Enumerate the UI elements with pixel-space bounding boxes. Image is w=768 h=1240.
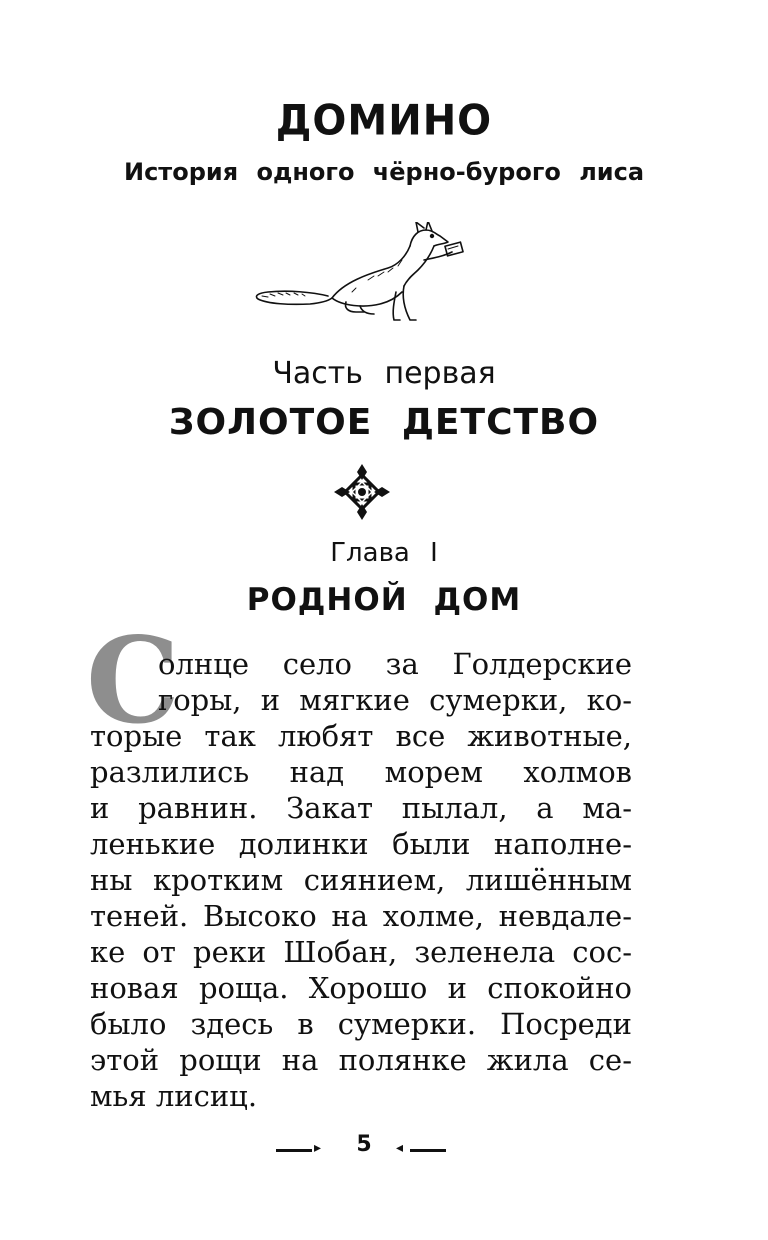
text-line: этой рощи на полянке жила се- — [90, 1043, 632, 1077]
chapter-label: Глава I — [330, 538, 438, 568]
text-line: новая роща. Хорошо и спокойно — [90, 971, 632, 1005]
part-title: ЗОЛОТОЕ ДЕТСТВО — [168, 402, 600, 443]
book-subtitle: История одного чёрно-бурого лиса — [123, 158, 645, 186]
text-line: теней. Высоко на холме, невдале- — [90, 899, 632, 933]
page-number: 5 — [356, 1132, 372, 1157]
page-footer — [0, 1130, 768, 1170]
text-line: было здесь в сумерки. Посреди — [90, 1007, 632, 1041]
arrow-left-icon: ◂ — [396, 1140, 404, 1156]
arrow-right-icon: ▸ — [314, 1140, 322, 1156]
chapter-title: РОДНОЙ ДОМ — [246, 582, 522, 618]
part-label: Часть первая — [272, 356, 496, 391]
text-line: ленькие долинки были наполне- — [90, 827, 632, 861]
text-line: разлились над морем холмов — [90, 755, 632, 789]
fox-illustration — [248, 222, 470, 324]
text-line: олнце село за Голдерские — [158, 647, 632, 681]
drop-cap: С — [86, 611, 180, 750]
text-line: ны кротким сиянием, лишённым — [90, 863, 632, 897]
celtic-knot-ornament-icon — [334, 464, 390, 520]
text-line: мья лисиц. — [90, 1079, 258, 1113]
footer-dash-right — [410, 1149, 446, 1152]
text-line: ке от реки Шобан, зеленела сос- — [90, 935, 632, 969]
text-line: и равнин. Закат пылал, а ма- — [90, 791, 632, 825]
text-line: торые так любят все животные, — [90, 719, 632, 753]
book-title: ДОМИНО — [275, 96, 493, 146]
footer-dash-left — [276, 1149, 312, 1152]
text-line: горы, и мягкие сумерки, ко- — [158, 683, 632, 717]
